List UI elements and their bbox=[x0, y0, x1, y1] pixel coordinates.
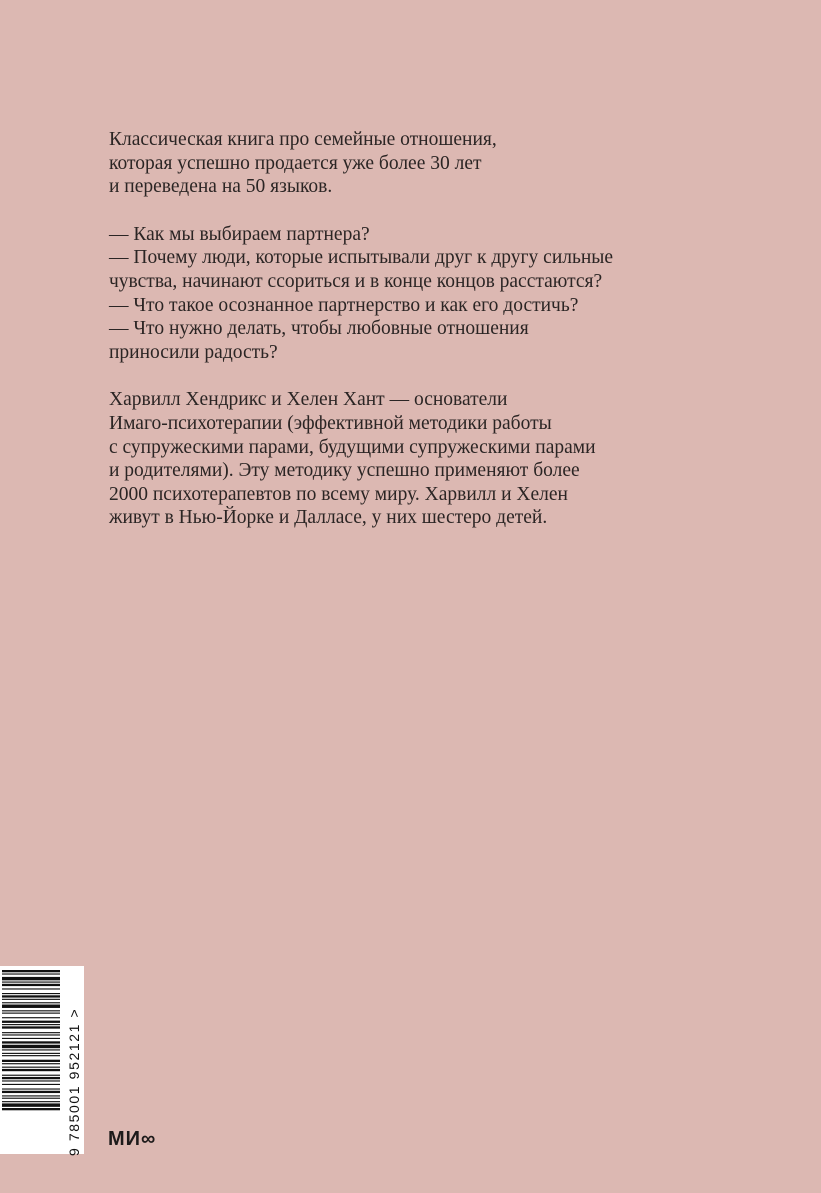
question-line: — Как мы выбираем партнера? bbox=[109, 223, 370, 245]
barcode-bar bbox=[2, 1060, 60, 1062]
barcode-bar bbox=[2, 1101, 60, 1102]
barcode-bar bbox=[2, 973, 60, 974]
authors-line: и родителями). Эту методику успешно применяют более bbox=[109, 460, 580, 482]
isbn-number: 9 785001 952121 > bbox=[66, 1007, 82, 1156]
barcode-bar bbox=[2, 1063, 60, 1064]
intro-paragraph bbox=[109, 128, 729, 199]
barcode-bar bbox=[2, 999, 60, 1000]
intro-line: которая успешно продается уже более 30 лет bbox=[109, 152, 482, 174]
barcode-bar bbox=[2, 970, 60, 972]
barcode-bar bbox=[2, 1024, 60, 1025]
authors-line: 2000 психотерапевтов по всему миру. Харвилл и Хелен bbox=[109, 483, 568, 505]
intro-line: и переведена на 50 языков. bbox=[109, 176, 333, 198]
barcode-bar bbox=[2, 1075, 60, 1076]
authors-line: Имаго-психотерапии (эффективной методики работы bbox=[109, 412, 552, 434]
barcode-bar bbox=[2, 1032, 60, 1033]
publisher-logo-text: МИ∞ bbox=[108, 1128, 157, 1150]
questions-list bbox=[109, 223, 729, 365]
barcode-bar bbox=[2, 1055, 60, 1056]
barcode-bar bbox=[2, 1084, 60, 1085]
authors-line: живут в Нью-Йорке и Далласе, у них шестеро детей. bbox=[109, 507, 548, 529]
barcode-bar bbox=[2, 1021, 60, 1023]
barcode-bar bbox=[2, 984, 60, 986]
question-line: — Что нужно делать, чтобы любовные отношения bbox=[109, 318, 529, 340]
barcode-bar bbox=[2, 1041, 60, 1043]
barcode-bar bbox=[2, 1098, 60, 1099]
barcode-bar bbox=[2, 995, 60, 997]
barcode-bar bbox=[2, 1091, 60, 1093]
barcode-bar bbox=[2, 988, 60, 989]
question-line: чувства, начинают ссориться и в конце концов расстаются? bbox=[109, 270, 603, 292]
barcode-bar bbox=[2, 1017, 60, 1018]
barcode-bar bbox=[2, 1034, 60, 1035]
question-item bbox=[109, 317, 729, 364]
barcode-bar bbox=[2, 993, 60, 994]
question-item bbox=[109, 294, 729, 318]
authors-paragraph bbox=[109, 388, 729, 530]
barcode-bar bbox=[2, 1005, 60, 1008]
question-line: приносили радость? bbox=[109, 341, 278, 363]
barcode-bar bbox=[2, 977, 60, 980]
barcode-bar bbox=[2, 1038, 60, 1039]
barcode-bar bbox=[2, 1053, 60, 1054]
barcode-bar bbox=[2, 1077, 60, 1079]
barcode-bar bbox=[2, 1095, 60, 1096]
barcode-bar bbox=[2, 1026, 60, 1028]
publisher-logo bbox=[108, 1127, 156, 1151]
question-line: — Почему люди, которые испытывали друг к другу сильные bbox=[109, 247, 614, 269]
barcode-bar bbox=[2, 1080, 60, 1081]
barcode-bar bbox=[2, 1013, 60, 1014]
barcode-bar bbox=[2, 1049, 60, 1050]
barcode-bar bbox=[2, 1069, 60, 1071]
barcode-bar bbox=[2, 1010, 60, 1011]
barcode-bar bbox=[2, 982, 60, 983]
barcode-bar bbox=[2, 1045, 60, 1048]
authors-line: с супружескими парами, будущими супружескими парами bbox=[109, 436, 596, 458]
authors-line: Харвилл Хендрикс и Хелен Хант — основатели bbox=[109, 389, 508, 411]
barcode-bar bbox=[2, 1108, 60, 1110]
question-line: — Что такое осознанное партнерство и как его достичь? bbox=[109, 294, 579, 316]
back-cover-text bbox=[109, 128, 729, 554]
barcode-bar bbox=[2, 1103, 60, 1106]
barcode-bar bbox=[2, 1088, 60, 1089]
barcode-bar bbox=[2, 1002, 60, 1003]
barcode-bar bbox=[2, 1067, 60, 1068]
question-item bbox=[109, 246, 729, 293]
intro-line: Классическая книга про семейные отношения, bbox=[109, 129, 497, 150]
question-item bbox=[109, 223, 729, 247]
